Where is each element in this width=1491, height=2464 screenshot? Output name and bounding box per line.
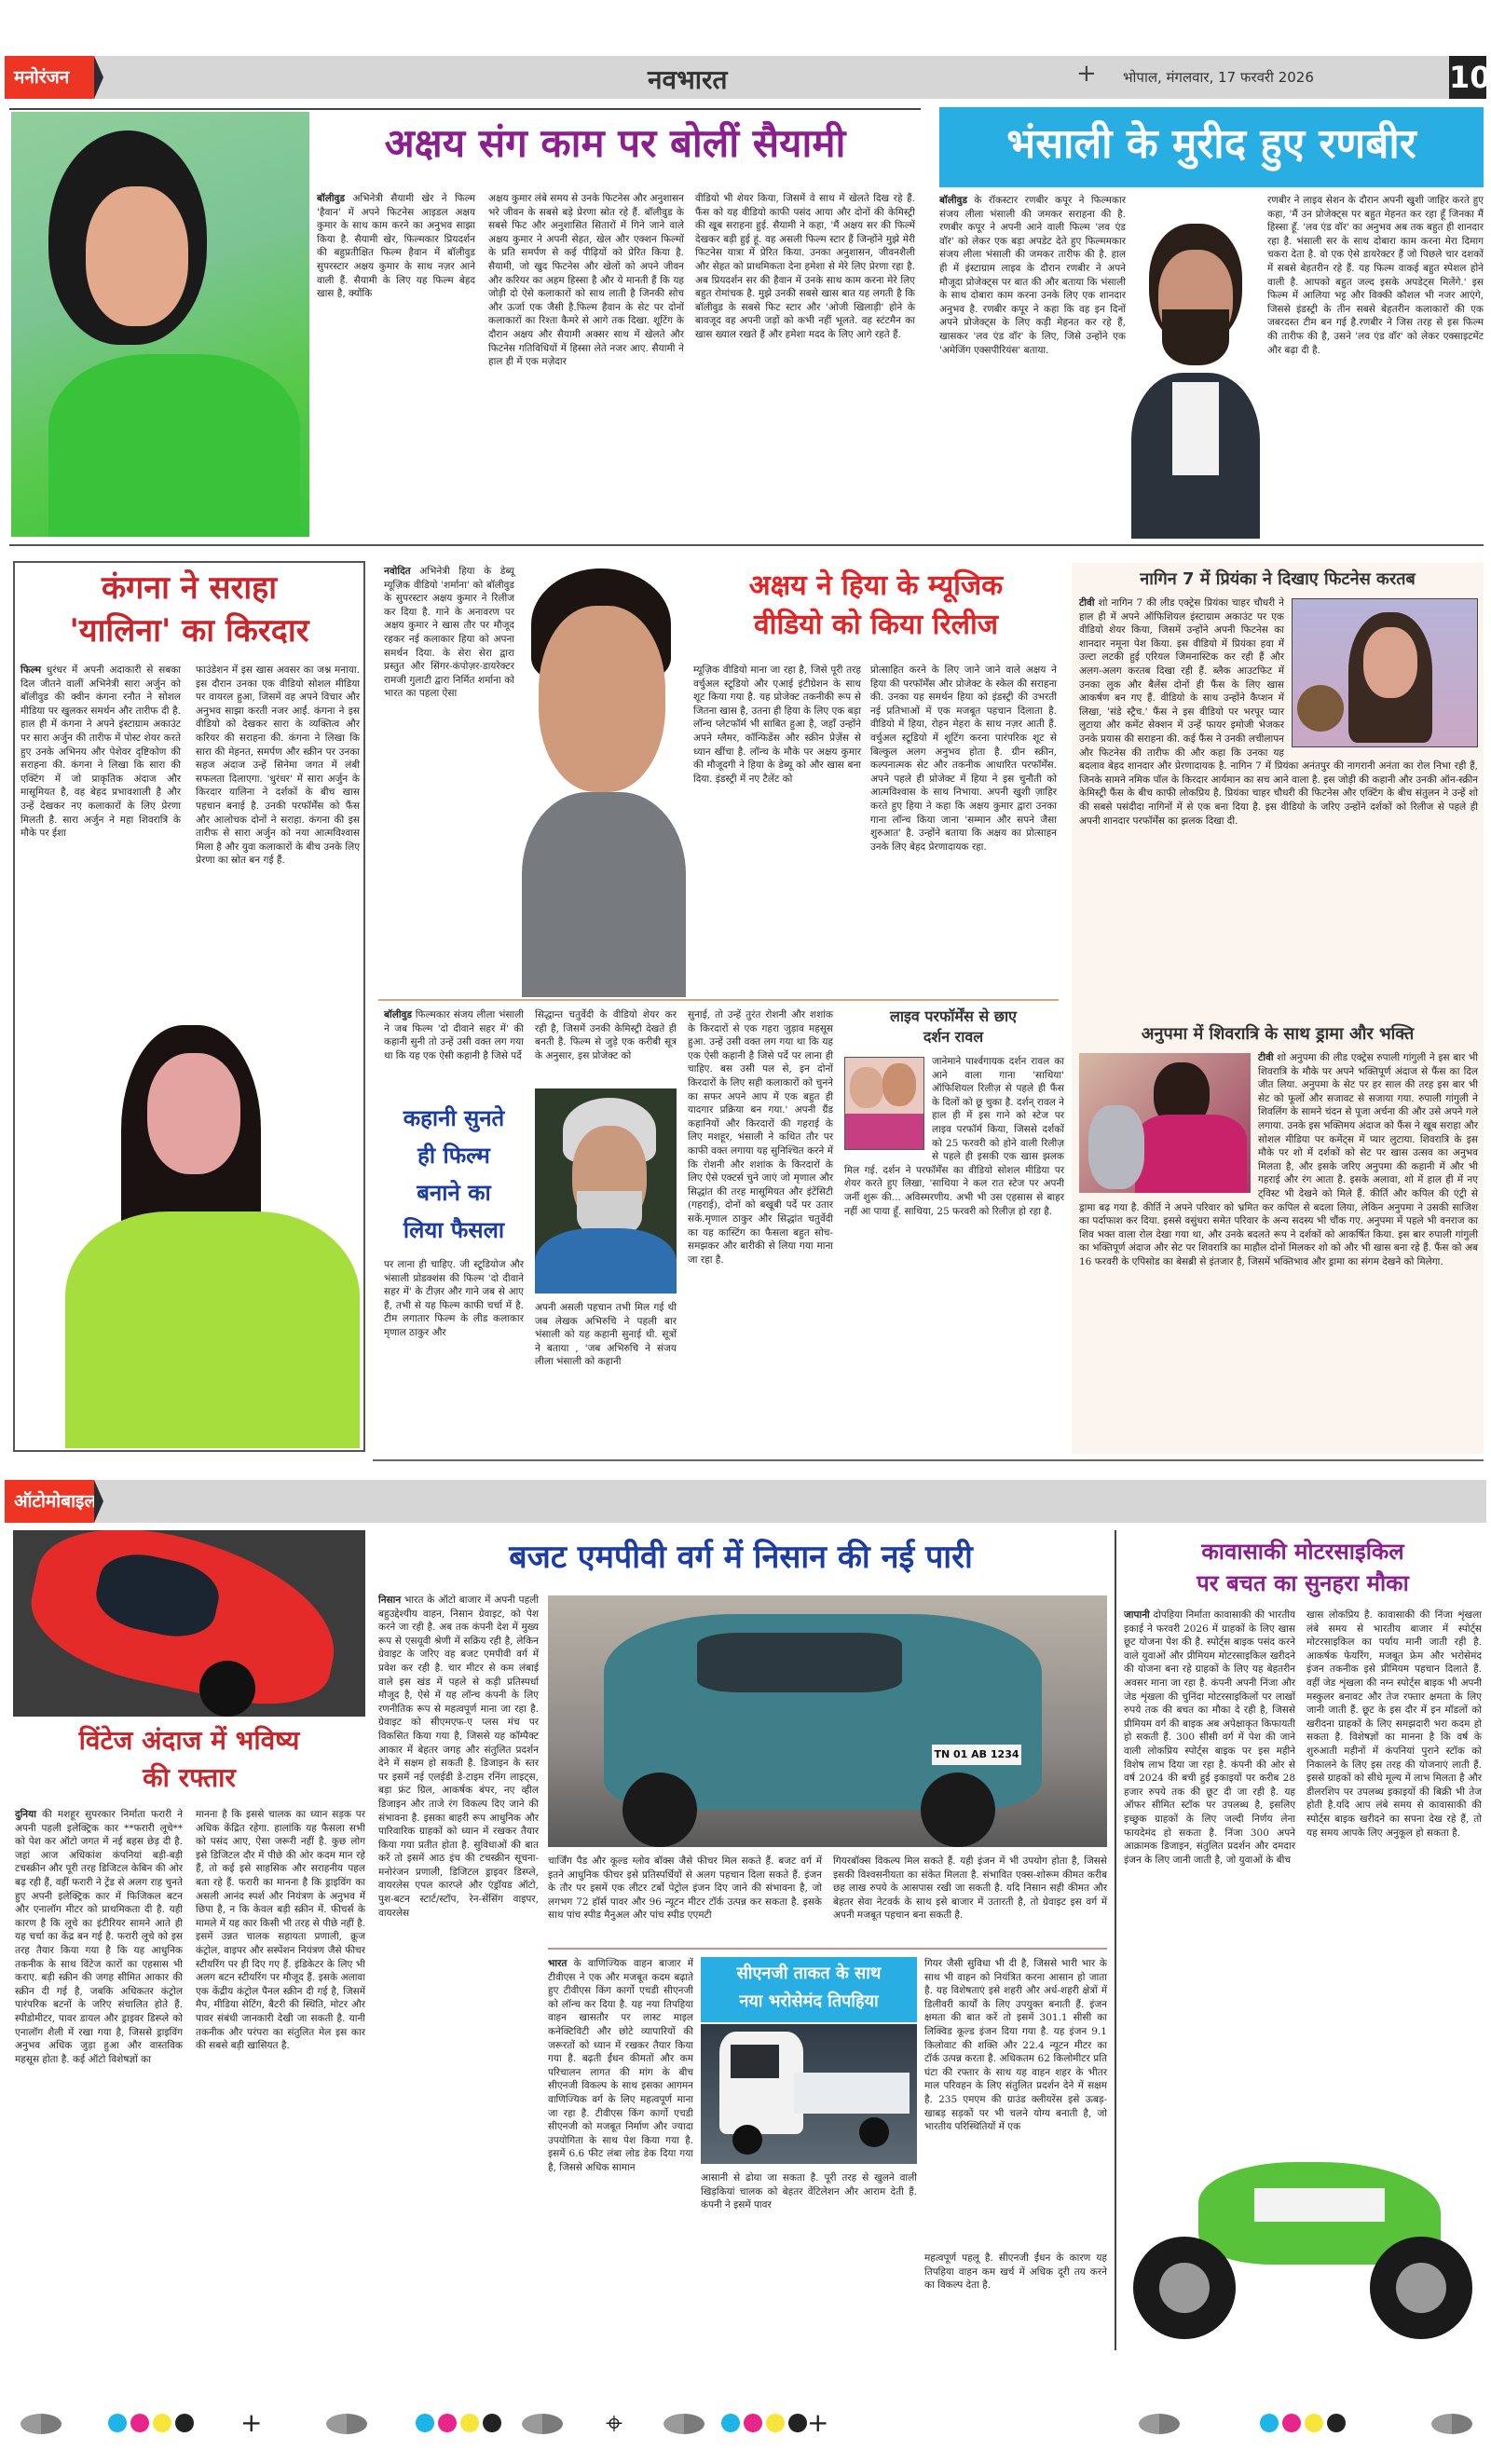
story-kangana-col2: फाउंडेशन में इस खास अवसर का जश्न मनाया. इस दौरान उनका एक वीडियो सोशल मीडिया पर वायरल हुआ, जिसमें वह अपने विचार और अनुभव साझा करती नजर आईं. कंगना ने इस वीडियो को देखकर सारा के व्यक्तित्व और करियर की सराहना की. कंगना ने लिखा कि सारा की मेहनत, समर्पण और स्क्रीन पर उनका सहज अंदाज उन्हें सिनेमा जगत में लंबी सफलता दिलाएगा. 'धुरंधर' में सारा अर्जुन के किरदार यालिना ने दर्शकों के बीच खास पहचान बनाई है. उनकी परफॉर्मेंस को फैंस और आलोचक दोनों ने सराहा. कंगना की इस तारीफ से सारा अर्जुन को नया आत्मविश्वास मिला है और युवा कलाकारों के बीच उनके लिए प्रेरणा का स्रोत बन गई हैं.: [196, 664, 360, 867]
story-anupama-body: [1079, 1051, 1478, 1269]
black-dot: [175, 2414, 194, 2432]
story-bhansali-col2b: अपनी असली पहचान तभी मिल गई थी जब लेखक अभिरुचि ने पहली बार भंसाली को यह कहानी सुनाई थी. सूत्रों ने बताया , 'जब अभिरुचि ने संजय लीला भंसाली को कहानी: [535, 1302, 677, 1368]
headline-line: बनाने का: [417, 1180, 491, 1206]
body-text: शो अनुपमा की लीड एक्ट्रेस रुपाली गांगुली ने इस बार भी शिवरात्रि के मौके पर अपने भक्तिपूर्ण अंदाज से फैंस का दिल जीत लिया. अनुपमा के सेट पर हर साल की तरह इस बार भी सेट को फूलों और सजावट से सजाया गया. रुपाली गांगुली ने शिवलिंग के सामने चंदन से पूजा अर्चना की और उसे अपने गले लगाया. उनके इस भक्तिमय अंदाज को फैंस ने खूब सराहा और सोशल मीडिया पर कमेंट्स में प्यार लुटाया. शिवरात्रि के इस मौके पर शो में दर्शकों को सेट पर खास उत्सव का अनुभव मिलता है, और इसके जरिए अनुपमा की कहानी में और भी गहराई और रंग आता है. इसके अलावा, शो में हाल ही में नए ट्विस्ट भी देखने को मिले हैं. कीर्ति और कपिल की एंट्री से ड्रामा बढ़ गया है. कीर्ति ने अपने परिवार को भ्रमित कर कपिल से बदला लिया, लेकिन अनुपमा ने उसकी साजिश का पर्दाफाश कर दिया. इससे वसुंधरा समेत परिवार के अन्य सदस्य भी चौंक गए. अनुपमा में पहले भी वनराज का शिव भक्त वाला रोल देखा गया था, और उनके बदलते रूप ने दर्शकों को आकर्षित किया. इस बार रुपाली गांगुली का भक्तिपूर्ण अंदाज और सेट पर शिवरात्रि का माहौल दोनों मिलकर शो को और भी खास बना रहे हैं. फैंस को अब 16 फरवरी के एपिसोड का बेसब्री से इंतजार है, जिसमें भक्तिभाव और ड्रामा का संगम देखने को मिलेगा.: [1079, 1052, 1478, 1267]
headline-tvs-2: नया भरोसेमंद तिपहिया: [739, 1992, 879, 2011]
darshan-photo: [844, 1057, 924, 1150]
registration-oval-mark: [522, 2414, 563, 2434]
story-ferrari-col1: [15, 1808, 183, 2066]
nissan-car-photo: [548, 1595, 1107, 1847]
headline-darshan-1: लाइव परफॉर्मेंस से छाए: [890, 1007, 1017, 1025]
registration-oval-mark: [326, 2414, 367, 2434]
story-tvs-col3: गियर जैसी सुविधा भी दी है, जिससे भारी भार के साथ भी वाहन को नियंत्रित करना आसान हो जाता है. यह विशेषताएं इसे शहरी और अर्ध-शहरी क्षेत्रों में डिलीवरी कार्यों के लिए उपयुक्त बनाती हैं. इंजन क्षमता की बात करें तो इसमें 301.1 सीसी का लिक्विड कूल्ड इंजन दिया गया है. यह इंजन 9.1 किलोवाट की शक्ति और 22.4 न्यूटन मीटर का टॉर्क उत्पन्न करता है. अधिकतम 62 किलोमीटर प्रति घंटा की रफ्तार के साथ यह वाहन शहर के भीतर माल परिवहन के लिए संतुलित प्रदर्शन देने में सक्षम है. 235 एमएम की ग्राउंड क्लीयरेंस इसे ऊबड़-खाबड़ सड़कों पर भी चलने योग्य बनाती है, जो भारतीय परिस्थितियों में एक: [924, 1958, 1107, 2133]
headline-naagin: नागिन 7 में प्रियंका ने दिखाए फिटनेस करतब: [1140, 569, 1416, 589]
black-dot: [788, 2414, 807, 2432]
black-dot: [1327, 2414, 1346, 2432]
divider: [9, 544, 1484, 546]
story-lead: टीवी: [1258, 1052, 1274, 1063]
story-naagin-body: [1079, 596, 1478, 828]
bhansali-photo: [535, 1088, 677, 1294]
headline-kawasaki-1: कावासाकी मोटरसाइकिल: [1201, 1539, 1404, 1565]
anupama-photo: [1079, 1053, 1251, 1193]
cyan-dot: [1260, 2414, 1279, 2432]
story-kawasaki-col2: खास लोकप्रिय है. कावासाकी की निंजा शृंखला लंबे समय से भारतीय बाजार में स्पोर्ट्स मोटरसाइकिल का पर्याय मानी जाती रही है. आकर्षक फेयरिंग, मजबूत फ्रेम और भरोसेमंद इंजन तकनीक इसे प्रीमियम पहचान दिलाते हैं. वहीं जेड शृंखला की नग्न स्पोर्ट्स बाइक भी अपनी मस्कुलर बनावट और तेज रफ्तार क्षमता के लिए जानी जाती हैं. छूट के इस दौर में इन मॉडलों को खरीदना ग्राहकों के लिए समझदारी भरा कदम हो सकता है. विशेषज्ञों का मानना है कि वर्ष के शुरुआती महीनों में कंपनियां पुराने स्टॉक को निकालने के लिए इस तरह की योजनाएं लाती हैं. इससे ग्राहकों को सीधे मूल्य में लाभ मिलता है और डीलरशिप पर उपलब्ध इकाइयों की बिक्री भी तेज होती है.यदि आप लंबे समय से कावासाकी की स्पोर्ट्स बाइक खरीदने का सपना देख रहे हैं, तो यह समय आपके लिए अनुकूल हो सकता है.: [1306, 1609, 1482, 1839]
headline-line: कहानी सुनते: [403, 1105, 505, 1131]
body-text: शो नागिन 7 की लीड एक्ट्रेस प्रियंका चाहर चौधरी ने हाल ही में अपने ऑफिशियल इंस्टाग्राम अकाउंट पर एक वीडियो शेयर किया, जिसमें उन्होंने अपनी फिटनेस का शानदार नमूना पेश किया. इस वीडियो में प्रियंका हवा में उल्टा लटकी हुई एरियल जिमनास्टिक कर रही हैं और अलग-अलग करतब दिखा रही हैं. ब्लैक आउटफिट में उनका लुक और बैलेंस दोनों ही फैंस के लिए खास आकर्षण बन गए हैं. वीडियो के साथ उन्होंने कैप्शन में लिखा, 'संडे स्ट्रैच.' फैंस ने इस वीडियो पर भरपूर प्यार लुटाया और कमेंट सेक्शन में उन्हें फायर इमोजी भेजकर उनके प्रयास की सराहना की. कई फैंस ने उनकी लचीलापन और फिटनेस की तारीफ की और कहा कि उनका यह बदलाव बेहद शानदार और प्रेरणादायक है. नागिन 7 में प्रियंका अनंतपुर की नागरानी अनंता का रोल निभा रही हैं, जिनके सामने नमिक पॉल के किरदार आर्यमान का सच आने वाला है. इस जोड़ी की कहानी और उनकी ऑन-स्क्रीन केमिस्ट्री फैंस के बीच काफी लोकप्रिय है. प्रियंका चाहर चौधरी की फिटनेस और एक्टिंग के बीच संतुलन ने उन्हें शो की सबसे पसंदीदा नागिनों में से एक बना दिया है. इस वीडियो के जरिए उन्होंने दर्शकों को रिलीज से पहले ही अपनी शानदार परफॉर्मेंस का झलक दिखा दी.: [1079, 597, 1478, 827]
story-darshan-body: ऑफिशियल रिलीज़ से पहले ही फैंस के दिलों को छू चुका है. दर्शन् रावल ने हाल ही में इस गाने को स्टेज पर लाइव परफॉर्म किया, जिससे दर्शकों को 25 फरवरी को होने वाली रिलीज़ से पहले ही इसकी एक खास झलक मिल गई. दर्शन ने परफॉर्मेंस का वीडियो सोशल मीडिया पर शेयर करते हुए लिखा, 'साथिया ने कल रात स्टेज पर अपनी जर्नी शुरू की... अविस्मरणीय. अभी भी उस एहसास से बाहर नहीं आ पाया हूँ. साथिया, 25 फरवरी को रिलीज़ हो रहा है.: [844, 1083, 1064, 1217]
headline-bhansali: [384, 1100, 524, 1249]
story-lead: भारत: [548, 1958, 568, 1969]
story-darshan-intro: जानेमाने पार्श्वगायक दर्शन रावल का आने वाला गाना 'साथिया': [932, 1056, 1064, 1081]
divider: [378, 999, 1059, 1001]
headline-tvs-1: सीएनजी ताकत के साथ: [736, 1964, 882, 1983]
body-text: के वाणिज्यिक वाहन बाजार में टीवीएस ने एक और मजबूत कदम बढ़ाते हुए टीवीएस किंग कार्गो एचडी सीएनजी को लॉन्च कर दिया है. यह नया तिपहिया वाहन खासतौर पर लास्ट माइल कनेक्टिविटी और छोटे व्यापारियों की जरूरतों को ध्यान में रखकर तैयार किया गया है. बढ़ती ईंधन कीमतों और कम परिचालन लागत की मांग के बीच सीएनजी विकल्प के साथ इसका आगमन वाणिज्यिक वर्ग के लिए महत्वपूर्ण माना जा रहा है. टीवीएस किंग कार्गो एचडी सीएनजी को मजबूत निर्माण और ज्यादा उपयोगिता के साथ पेश किया गया है. इसमें 6.6 फीट लंबा लोड डेक दिया गया है, जिससे अधिक सामान: [548, 1958, 693, 2173]
story-saiyami-col3: वीडियो भी शेयर किया, जिसमें वे साथ में खेलते दिख रहे हैं. फैंस को यह वीडियो काफी पसंद आया और दोनों की केमिस्ट्री की खूब सराहना हुई. सैयामी ने कहा, 'मैं अक्षय सर की फिल्में देखकर बड़ी हुई हूं. वह असली फिल्म स्टार हैं जिन्होंने मुझे मेरी फिटनेस यात्रा में प्रेरित किया. उनका अनुशासन, जीवनशैली और सेहत को प्राथमिकता देना हमेशा से मेरे लिए प्रेरणा रहा है. अब प्रियदर्शन सर की हैवान में उनके साथ काम करना मेरे लिए बहुत रोमांचक है. मुझे उनकी सबसे खास बात यह लगती है कि बॉलीवुड के सबसे फिट स्टार और 'ओजी खिलाड़ी' होने के बावजूद वह अपनी जड़ों को कभी नहीं भूलते. वह स्टंटमैन का खास ख्याल रखते हैं और हमेशा मदद के लिए आगे रहते हैं.: [695, 193, 915, 340]
registration-color-dots: [416, 2414, 501, 2432]
divider: [373, 1459, 1484, 1461]
story-lead: बॉलीवुड: [317, 193, 346, 204]
divider: [1115, 1530, 1116, 2350]
story-nissan-col3: गियरबॉक्स विकल्प मिल सकते हैं. यही इंजन में भी उपयोग होता है, जिससे इसकी विश्वसनीयता का संकेत मिलता है. संभावित एक्स-शोरूम कीमत करीब छह लाख रुपये के आसपास रखी जा सकती है. यदि निसान सही कीमत और बेहतर सेवा नेटवर्क के साथ इसे बाजार में उतारती है, तो ग्रेवाइट इस वर्ग में अपनी मजबूत पहचान बना सकती है.: [833, 1855, 1107, 1922]
headline-ranbir: भंसाली के मुरीद हुए रणबीर: [1006, 120, 1416, 168]
section-header-band: [5, 56, 1491, 99]
story-darshan-intro-wrap: [844, 1055, 1064, 1218]
story-hiya-col3: प्रोत्साहित करने के लिए जाने जाने वाले अक्षय ने हिया की परफॉर्मेंस और प्रोजेक्ट के स्केल की सराहना की. उनका यह समर्थन हिया को इंडस्ट्री की उभरती नई प्रतिभाओं में एक मजबूत पहचान दिलाता है. वीडियो में हिया, रोहन मेहरा के साथ नज़र आती हैं. वर्चुअल स्टूडियो में शूटिंग करना पारंपरिक शूट से बिल्कुल अलग अनुभव होता है. ग्रीन स्क्रीन, कल्पनात्मक सेट और तकनीक आधारित परफॉर्मेंस. अपने पहले ही प्रोजेक्ट में हिया ने इस चुनौती को आत्मविश्वास के साथ निभाया. अपनी खुशी ज़ाहिर करते हुए हिया ने कहा कि अक्षय कुमार द्वारा उनका गाना लॉन्च किया जाना 'सम्मान और सपने जैसा शुरुआत' है. उन्होंने बताया कि अक्षय का प्रोत्साहन उनके लिए बेहद प्रेरणादायक रहा.: [870, 664, 1057, 853]
section-header-band-auto: [5, 1480, 1486, 1523]
ranbir-photo: [1131, 224, 1260, 539]
headline-kangana-1: कंगना ने सराहा: [101, 569, 278, 607]
story-bhansali-col1a: [384, 1008, 524, 1062]
magenta-dot: [744, 2414, 762, 2432]
story-lead: बॉलीवुड: [384, 1009, 413, 1020]
story-bhansali-col2a: सिद्धान्त चतुर्वेदी के वीडियो शेयर कर रही है, जिसमें उनकी केमिस्ट्री देखते ही बनती है. फिल्म से जुड़े एक करीबी सूत्र के अनुसार, इस प्रोजेक्ट को: [535, 1009, 677, 1061]
headline-hiya-2: वीडियो को किया रिलीज: [754, 609, 998, 641]
headline-anupama: अनुपमा में शिवरात्रि के साथ ड्रामा और भक्ति: [1141, 1024, 1415, 1044]
registration-cross-icon: +: [807, 2407, 829, 2438]
black-dot: [483, 2414, 501, 2432]
story-lead: नवोदित: [384, 566, 411, 577]
story-ranbir-col1: [939, 194, 1126, 357]
headline-saiyami: अक्षय संग काम पर बोलीं सैयामी: [384, 120, 846, 166]
headline-ferrari-2: की रफ्तार: [143, 1762, 236, 1793]
body-text: की मशहूर सुपरकार निर्माता फरारी ने अपनी पहली इलेक्ट्रिक कार **फरारी लूचे** को पेश कर ऑटो जगत में नई बहस छेड़ दी है. जहां आज अधिकांश कंपनियां बड़ी-बड़ी टचस्क्रीन और पूरी तरह डिजिटल केबिन की ओर बढ़ रही हैं, वहीं फरारी ने ट्रेंड से अलग राह चुनते हुए अपनी इलेक्ट्रिक कार में फिजिकल बटन और एनालॉग मीटर को प्राथमिकता दी है. यही कारण है कि लूचे का इंटीरियर सामने आते ही यह चर्चा का केंद्र बन गई है. फरारी लूचे को इस तरह तैयार किया गया है कि यह आधुनिक तकनीक के साथ विंटेज कारों का एहसास भी कराए. बड़ी स्क्रीन की जगह सीमित आकार की स्क्रीन दी गई है, जबकि अधिकतर कंट्रोल पारंपरिक बटनों के जरिए संचालित होते हैं. स्पीडोमीटर, पावर डायल और ड्राइवर डिस्प्ले को एनालॉग शैली में रखा गया है, जिससे ड्राइविंग अनुभव अधिक जुड़ा हुआ और वास्तविक महसूस होता है. कई ऑटो विशेषज्ञों का: [15, 1809, 183, 2065]
headline-hiya-1: अक्षय ने हिया के म्यूजिक: [748, 569, 1004, 602]
headline-ferrari-1: विंटेज अंदाज में भविष्य: [78, 1725, 300, 1756]
body-text: धुरंधर में अपनी अदाकारी से सबका दिल जीतने वालीं अभिनेत्री सारा अर्जुन को बॉलीवुड की क्वीन कंगना रनौत ने सोशल मीडिया पर खुलकर समर्थन और तारीफ दी है. हाल ही में कंगना ने अपने इंस्टाग्राम अकाउंट पर सारा अर्जुन की तारीफ में पोस्ट शेयर करते हुए उनके अभिनय और पेशेवर दृष्टिकोण की सराहना की. कंगना ने लिखा कि सारा की एक्टिंग में जो प्राकृतिक अंदाज और मासूमियत है, वह बेहद प्रभावशाली है और उन्हें देखकर नए कलाकारों के लिए प्रेरणा मिलती है. सारा अर्जुन ने महा शिवरात्रि के मौके पर ईशा: [21, 664, 181, 840]
story-saiyami-col2: अक्षय कुमार लंबे समय से उनके फिटनेस और अनुशासन भरे जीवन के सबसे बड़े प्रेरणा स्रोत रहे हैं. बॉलीवुड के सबसे फिट और अनुशासित सितारों में गिने जाने वाले अक्षय कुमार ने अपनी सेहत, खेल और एक्शन फिल्मों के प्रति समर्पण से कई पीढ़ियों को प्रेरित किया है. सैयामी, जो खुद फिटनेस और खेलों को अपने जीवन और करियर का अहम हिस्सा है और ये मानती हैं कि यह जोड़ी दो ऐसे कलाकारों को साथ लाती है जिनकी सोच और ऊर्जा एक जैसी है.फिल्म हैवान के सेट पर दोनों कलाकारों का रिश्ता कैमरे से आगे तक दिखा. शूटिंग के दौरान अक्षय और सैयामी अक्सर साथ में खेलते और फिटनेस गतिविधियों में हिस्सा लेते नजर आए. सैयामी ने हाल ही में एक मज़ेदार: [488, 193, 684, 368]
ferrari-photo: [13, 1530, 365, 1717]
masthead: नवभारत: [648, 64, 728, 95]
registration-cross-icon: +: [240, 2407, 263, 2438]
cyan-dot: [721, 2414, 740, 2432]
section-label-entertainment: मनोरंजन: [5, 56, 94, 99]
registration-color-dots: [721, 2414, 807, 2432]
yellow-dot: [460, 2414, 479, 2432]
story-lead: निसान: [378, 1595, 402, 1606]
story-hiya-col1: [384, 565, 514, 701]
section-tab-arrow: [94, 1480, 103, 1523]
cyan-dot: [416, 2414, 434, 2432]
divider: [548, 1948, 1107, 1950]
license-plate: TN 01 AB 1234: [932, 1745, 1021, 1765]
story-nissan-col1: [378, 1594, 539, 1920]
body-text: अभिनेत्री हिया के डेब्यू म्यूज़िक वीडियो 'शर्माना' को बॉलीवुड के सुपरस्टार अक्षय कुमार ने रिलीज कर दिया है. गाने के अनावरण पर अक्षय कुमार ने खास तौर पर मौजूद रहकर नई कलाकार हिया को अपना समर्थन दिया. के सेरा सेरा द्वारा प्रस्तुत और सिंगर-कंपोज़र-डायरेक्टर रामजी गुलाटी द्वारा निर्मित शर्माना को भारत का पहला ऐसा: [384, 566, 514, 700]
story-kawasaki-col1: [1124, 1608, 1295, 1867]
story-ferrari-col2: मानना है कि इससे चालक का ध्यान सड़क पर अधिक केंद्रित रहेगा. हालांकि यह फैसला सभी को पसंद आए, ऐसा जरूरी नहीं है. कुछ लोग इसे डिजिटल दौर में पीछे की ओर कदम मान रहे हैं, तो कई इसे साहसिक और सराहनीय पहल बता रहे हैं. फरारी का मानना है कि ड्राइविंग का असली आनंद स्पर्श और नियंत्रण के अनुभव में छिपा है, न कि केवल बड़ी स्क्रीन में. फीचर्स के मामले में यह कार किसी भी तरह से पीछे नहीं है. इसमें उन्नत चालक सहायता प्रणाली, क्रूज कंट्रोल, वाइपर और सस्पेंशन नियंत्रण जैसे फीचर स्टीयरिंग पर ही दिए गए हैं. इंडिकेटर के लिए भी अलग बटन स्टीयरिंग पर मौजूद हैं. इसके अलावा एक केंद्रीय कंट्रोल पैनल स्क्रीन दी गई है, जिसमें मैप, मीडिया सेटिंग, बैटरी की स्थिति, मोटर और पावर संबंधी जानकारी देखी जा सकती है. यानी तकनीक और परंपरा का संतुलित मेल इस कार की सबसे बड़ी खासियत है.: [196, 1809, 365, 2052]
magenta-dot: [130, 2414, 149, 2432]
headline-darshan-2: दर्शन रावल: [923, 1028, 984, 1046]
dateline: भोपाल, मंगलवार, 17 फरवरी 2026: [1123, 69, 1314, 86]
saiyami-photo: [11, 112, 309, 537]
registration-cross-icon: +: [1076, 60, 1097, 88]
cyan-dot: [108, 2414, 127, 2432]
magenta-dot: [1282, 2414, 1301, 2432]
section-label-automobile: ऑटोमोबाइल: [5, 1480, 94, 1523]
story-hiya-col2: म्यूज़िक वीडियो माना जा रहा है, जिसे पूरी तरह वर्चुअल स्टूडियो और एआई इंटीग्रेशन के साथ शूट किया गया है. यह प्रोजेक्ट तकनीकी रूप से जितना खास है, उतना ही हिया के लिए एक बड़ा लॉन्च प्लेटफॉर्म भी साबित हुआ है, जहाँ उन्होंने अपने ग्लैमर, कॉन्फिडेंस और स्क्रीन प्रेज़ेंस से ध्यान खींचा है. लॉन्च के मौके पर अक्षय कुमार की मौजूदगी ने हिया के डेब्यू को और खास बना दिया. इंडस्ट्री में नए टैलेंट को: [693, 664, 861, 785]
registration-target-icon: ⌖: [606, 2405, 623, 2441]
story-bhansali-col1b: पर लाना ही चाहिए. जी स्टूडियोज और भंसाली प्रोडक्शंस की फिल्म 'दो दीवाने सहर में' के टीज़र और गाने जब से आए हैं, तभी से यह फिल्म काफी चर्चा में है. टीम लगातार फिल्म के लीड कलाकार मृणाल ठाकुर और: [384, 1259, 524, 1338]
story-lead: जापानी: [1124, 1609, 1150, 1621]
body-text: अभिनेत्री सैयामी खेर ने फिल्म 'हैवान' में अपने फिटनेस आइडल अक्षय कुमार के साथ काम करने का अनुभव साझा किया है. सैयामी खेर, फिल्मकार प्रियदर्शन की बहुप्रतीक्षित फिल्म हैवान में बॉलीवुड सुपरस्टार अक्षय कुमार के साथ नज़र आने वाली हैं. सैयामी के लिए यह फिल्म बेहद खास है, क्योंकि: [317, 193, 475, 300]
section-tab-arrow: [94, 56, 103, 99]
headline-kangana-2: 'यालिना' का किरदार: [69, 612, 309, 650]
story-tvs-bottom2: महत्वपूर्ण पहलू है. सीएनजी ईंधन के कारण यह तिपहिया वाहन कम खर्च में अधिक दूरी तय करने का विकल्प देता है.: [924, 2252, 1107, 2292]
yellow-dot: [766, 2414, 785, 2432]
story-lead: बॉलीवुड: [939, 195, 968, 206]
story-lead: टीवी: [1079, 597, 1095, 609]
registration-oval-mark: [663, 2414, 704, 2434]
body-text: भारत के ऑटो बाजार में अपनी पहली बहुउद्देश्यीय वाहन, निसान ग्रेवाइट, को पेश करने जा रही है. अब तक कंपनी देश में मुख्य रूप से एसयूवी श्रेणी में सक्रिय रही है, लेकिन ग्रेवाइट के जरिए वह बजट एमपीवी वर्ग में प्रवेश कर रही है. चार मीटर से कम लंबाई वाले इस खंड में पहले से कड़ी प्रतिस्पर्धा मौजूद है, ऐसे में यह लॉन्च कंपनी के लिए रणनीतिक रूप से महत्वपूर्ण माना जा रहा है. ग्रेवाइट को सीएमएफ-ए प्लस मंच पर विकसित किया गया है, जिससे यह कॉम्पैक्ट आकार में बेहतर जगह और संतुलित प्रदर्शन देने में सक्षम हो सकती है. डिजाइन के स्तर पर इसमें नई एलईडी डे-टाइम रनिंग लाइट्स, बड़ा फ्रंट ग्रिल, आकर्षक बंपर, नए व्हील डिजाइन और ताजे रंग विकल्प दिए जाने की संभावना है. इसका बाहरी रूप आधुनिक और पारिवारिक ग्राहकों को ध्यान में रखकर तैयार किया गया प्रतीत होता है. सुविधाओं की बात करें तो इसमें आठ इंच की टचस्क्रीन सूचना-मनोरंजन प्रणाली, डिजिटल ड्राइवर डिस्प्ले, वायरलेस एपल कारप्ले और एंड्रॉयड ऑटो, पुश-बटन स्टार्ट/स्टॉप, रेन-सेंसिंग वाइपर, वायरलेस: [378, 1595, 539, 1919]
story-saiyami-col1: [317, 192, 475, 301]
yellow-dot: [1305, 2414, 1323, 2432]
priyanka-photo: [1292, 598, 1478, 747]
yellow-dot: [153, 2414, 171, 2432]
registration-oval-mark: [1139, 2414, 1180, 2434]
story-tvs-bottom1: आसानी से ढोया जा सकता है. पूरी तरह से खुलने वाली खिड़कियां चालक को बेहतर वेंटिलेशन और आराम देती हैं. कंपनी ने इसमें पावर: [701, 2172, 917, 2211]
headline-nissan: बजट एमपीवी वर्ग में निसान की नई पारी: [509, 1539, 973, 1576]
headline-line: लिया फैसला: [403, 1217, 505, 1243]
body-text: के रॉकस्टार रणबीर कपूर ने फिल्मकार संजय लीला भंसाली की जमकर सराहना की है. रणबीर कपूर ने अपनी आने वाली फिल्म 'लव एंड वॉर' को लेकर एक बड़ा अपडेट देते हुए फिल्ममकार संजय लीला भंसाली की जमकर तारीफ की है. हाल ही में इंस्टाग्राम लाइव के दौरान रणबीर ने अपने मौजूदा प्रोजेक्ट्स पर बात की और बताया कि भंसाली के साथ दोबारा काम करना उनके लिए एक शानदार अनुभव है. रणबीर कपूर ने कहा कि वह इन दिनों अपने प्रोजेक्ट्स के लिए कड़ी मेहनत कर रहे हैं, खासकर 'लव एंड वॉर' के लिए, जिसे उन्होंने एक 'अमेजिंग एक्सपीरियंस' बताया.: [939, 195, 1126, 356]
story-lead: दुनिया: [15, 1809, 36, 1820]
story-tvs-col1: [548, 1957, 693, 2175]
akshay-photo: [522, 559, 686, 997]
registration-color-dots: [1260, 2414, 1346, 2432]
body-text: दोपहिया निर्माता कावासाकी की भारतीय इकाई ने फरवरी 2026 में ग्राहकों के लिए खास छूट योजना पेश की है. स्पोर्ट्स बाइक पसंद करने वाले युवाओं और प्रीमियम मोटरसाइकिल खरीदने की योजना बना रहे ग्राहकों के लिए यह बेहतरीन अवसर माना जा रहा है. कंपनी अपनी निंजा और जेड शृंखला की चुनिंदा मोटरसाइकिलों पर लाखों रुपये तक की बचत का मौका दे रही है, जिससे प्रीमियम वर्ग की बाइक अब अपेक्षाकृत किफायती हो सकती हैं. 300 सीसी वर्ग में पेश की जाने वाली लोकप्रिय स्पोर्ट्स बाइक पर इस महीने विशेष लाभ दिया जा रहा है. कंपनी की ओर से वर्ष 2024 की बची हुई इकाइयों पर करीब 28 हजार रुपये तक की छूट दी जा रही है. यह ऑफर सीमित स्टॉक पर उपलब्ध है, इसलिए इच्छुक ग्राहकों के लिए जल्दी निर्णय लेना फायदेमंद हो सकता है. निंजा 300 अपने आक्रामक डिजाइन, संतुलित प्रदर्शन और दमदार इंजन के लिए जानी जाती है, जो युवाओं के बीच: [1124, 1609, 1295, 1866]
tvs-cargo-photo: [701, 2024, 917, 2164]
page-number: 10: [1449, 56, 1486, 99]
story-bhansali-col3: सुनाई, तो उन्हें तुरंत रोशनी और शशांक के किरदारों से एक गहरा जुड़ाव महसूस हुआ. उन्हें उसी वक्त लग गया था कि यह एक ऐसी कहानी है जिसे पर्दे पर लाना ही चाहिए. बस उसी पल से, इन दोनों किरदारों के लिए सही कलाकारों को चुनने का सफर अपने आप में एक बहुत ही यादगार प्रक्रिया बन गया.' अपनी ग्रैंड कहानियों और किरदारों की गहराई के लिए मशहूर, भंसाली ने कथित तौर पर काफी वक्त लगाया यह सुनिश्चित करने में कि रोशनी और शशांक के किरदारों के लिए ऐसे एक्टर्स चुने जाएं जो मृणाल और सिद्धांत की तरह मासूमियत और इंटेंसिटी (गहराई), दोनों को बखूबी पर्दे पर उतार सकें.मृणाल ठाकुर और सिद्धांत चतुर्वेदी का यह कास्टिंग का फैसला बहुत सोच-समझकर और बारीकी से लिया गया माना जा रहा है.: [688, 1009, 833, 1266]
registration-oval-mark: [1431, 2414, 1472, 2434]
headline-line: ही फिल्म: [417, 1143, 490, 1169]
kangana-photo: [37, 1006, 360, 1448]
kawasaki-bike-photo: [1124, 2143, 1482, 2348]
registration-color-dots: [108, 2414, 194, 2432]
body-text: फिल्मकार संजय लीला भंसाली ने जब फिल्म 'दो दीवाने सहर में' की कहानी सुनी तो उन्हें उसी वक्त लग गया था कि यह एक ऐसी कहानी है जिसे पर्दे: [384, 1009, 524, 1061]
magenta-dot: [438, 2414, 457, 2432]
registration-oval-mark: [21, 2414, 62, 2434]
story-ranbir-col2: रणबीर ने लाइव सेशन के दौरान अपनी खुशी जाहिर करते हुए कहा, 'मैं उन प्रोजेक्ट्स पर बहुत मेहनत कर रहा हूँ जिनका मैं हिस्सा हूँ. 'लव एंड वॉर' का अनुभव अब तक बहुत ही शानदार रहा है. भंसाली सर के साथ दोबारा काम करना मेरा दिमाग चकरा देता है. वो एक ऐसे डायरेक्टर हैं जो पिछले चार दशकों में सबसे बेहतरीन रहे हैं. यह फिल्म वाकई बहुत स्पेशल होने वाली है. आपको बहुत जल्द इसके अपडेट्स मिलेंगे.' इस फिल्म में आलिया भट्ट और विक्की कौशल भी नजर आएंगे, जिससे इंडस्ट्री के तीन सबसे बेहतरीन कलाकारों की एक जबरदस्त टीम बन गई है.रणबीर ने जिस तरह से इस फिल्म की तारीफ की है, उसने 'लव एंड वॉर' को लेकर एक्साइटमेंट और बढ़ा दी है.: [1267, 195, 1484, 356]
story-nissan-col2: चार्जिंग पैड और कूल्ड ग्लोव बॉक्स जैसे फीचर मिल सकते हैं. बजट वर्ग में इतने आधुनिक फीचर इसे प्रतिस्पर्धियों से अलग पहचान दिला सकते हैं. इंजन के तौर पर इसमें एक लीटर टर्बो पेट्रोल इंजन दिए जाने की संभावना है, जो लगभग 72 हॉर्स पावर और 96 न्यूटन मीटर टॉर्क उत्पन्न कर सकता है. इसके साथ पांच स्पीड मैनुअल और पांच स्पीड एएमटी: [548, 1855, 822, 1922]
headline-kawasaki-2: पर बचत का सुनहरा मौका: [1197, 1570, 1409, 1596]
story-lead: फिल्म: [21, 664, 42, 676]
story-kangana-col1: [21, 664, 181, 841]
